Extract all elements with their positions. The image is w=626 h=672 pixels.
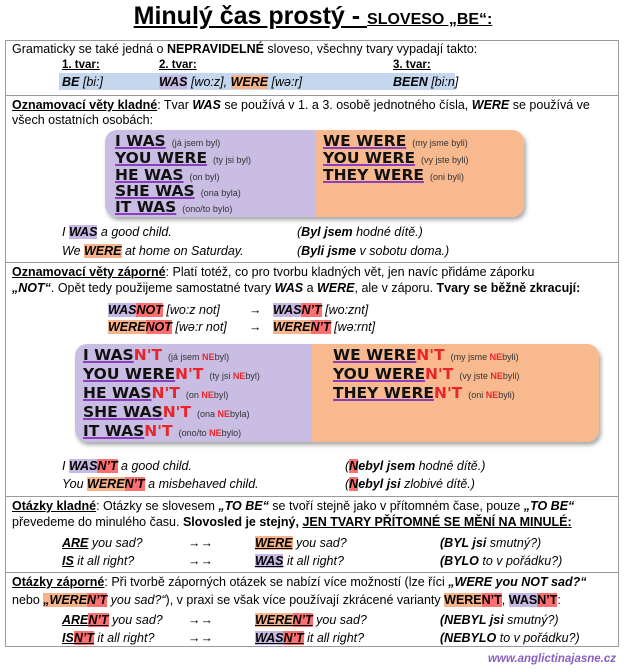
form-was-were: WAS [wo:z], WERE [wə:r] [159,75,303,89]
q-text: Otázky kladné: Otázky se slovesem „TO BE“ se tvoří stejně jako v přítomném čase, pouze „TO BE“ [12,499,575,513]
neg-text: Oznamovací věty záporné: Platí totéž, co pro tvorbu kladných vět, jen navíc přidáme záporku [12,265,535,279]
qn-row-2-past: WASN’T it all right? [255,631,365,645]
divider [5,572,619,573]
arrow-icon: →→ [188,613,213,627]
aff-she-was: SHE WAS (ona byla) [115,182,241,200]
aff-example-1-cz: (Byl jsem hodné dítě.) [297,225,423,239]
aff-example-2-cz: (Byli jsme v sobotu doma.) [297,244,450,258]
aff-you-were-pl: YOU WERE (vy jste byli) [323,149,469,167]
neg-example-1: I WASN’T a good child. [62,459,192,473]
qn-text-2: nebo „WEREN’T you sad?“), v praxi se však více používají zkrácené varianty WEREN’T, WASN’T: [12,593,561,607]
neg-it-wasnt: IT WASN'T (ono/to NEbylo) [83,422,242,440]
arrow-icon: → [249,320,262,334]
neg-i-wasnt: I WASN'T (já jsem NEbyl) [83,346,230,364]
neg-he-wasnt: HE WASN'T (on NEbyl) [83,384,229,402]
form-3-label: 3. tvar: [393,59,431,71]
q-row-1-cz: (BYL jsi smutný?) [440,536,542,550]
qn-text: Otázky záporné: Při tvorbě záporných otázek se nabízí více možností (lze říci „WERE you NOT sad?“ [12,575,587,589]
arrow-icon: →→ [188,536,213,550]
q-row-2-cz: (BYLO to v pořádku?) [440,554,563,568]
page-title: Minulý čas prostý - SLOVESO „BE“: [133,2,493,30]
negative-forms-box [75,344,599,442]
neg-short-wasnt: WASN’T [wo:znt] [273,303,369,317]
arrow-icon: →→ [188,631,213,645]
qn-row-2: ISN’T it all right? [62,631,155,645]
neg-text-2: „NOT“. Opět tedy použijeme samostatné tvary WAS a WERE, ale v záporu. Tvary se běžně zkracují: [12,281,581,295]
form-2-label: 2. tvar: [159,59,197,71]
neg-full-was: WASNOT [wo:z not] [108,303,220,317]
divider [5,95,619,96]
neg-example-2-cz: (Nebyl jsi zlobivé dítě.) [345,477,475,491]
qn-row-1-cz: (NEBYL jsi smutný?) [440,613,559,627]
neg-you-werent: YOU WEREN'T (ty jsi NEbyl) [83,365,260,383]
affirm-text: Oznamovací věty kladné: Tvar WAS se používá v 1. a 3. osobě jednotného čísla, WERE se používá ve [12,98,590,112]
qn-row-1-past: WEREN’T you sad? [255,613,367,627]
neg-full-were: WERENOT [wə:r not] [108,320,227,334]
aff-we-were: WE WERE (my jsme byli) [323,132,468,150]
aff-you-were: YOU WERE (ty jsi byl) [115,149,252,167]
q-row-1-past: WERE you sad? [255,536,347,550]
footer-url[interactable]: www.anglictinajasne.cz [487,653,616,665]
form-be: BE [bi:] [62,75,103,89]
neg-example-1-cz: (Nebyl jsem hodné dítě.) [345,459,486,473]
qn-row-2-cz: (NEBYLO to v pořádku?) [440,631,580,645]
arrow-icon: →→ [188,554,213,568]
divider [5,496,619,497]
aff-it-was: IT WAS (ono/to bylo) [115,198,233,216]
affirmative-forms-box [105,130,524,217]
divider [5,262,619,263]
aff-he-was: HE WAS (on byl) [115,166,220,184]
neg-short-werent: WEREN’T [wə:rnt] [273,320,376,334]
aff-example-1: I WAS a good child. [62,225,172,239]
q-row-2: IS it all right? [62,554,135,568]
neg-she-wasnt: SHE WASN'T (ona NEbyla) [83,403,250,421]
neg-you-werent-pl: YOU WEREN'T (vy jste NEbyli) [333,365,520,383]
aff-they-were: THEY WERE (oni byli) [323,166,464,184]
neg-example-2: You WEREN’T a misbehaved child. [62,477,259,491]
aff-i-was: I WAS (já jsem byl) [115,132,221,150]
q-row-1: ARE you sad? [62,536,143,550]
form-been: BEEN [bi:n] [393,75,459,89]
arrow-icon: → [249,303,262,317]
q-text-2: převedeme do minulého času. Slovosled je stejný, JEN TVARY PŘÍTOMNÉ SE MĚNÍ NA MINULÉ: [12,515,572,529]
affirm-text-2: všech ostatních osobách: [12,113,154,127]
q-row-2-past: WAS it all right? [255,554,344,568]
qn-row-1: AREN’T you sad? [62,613,163,627]
aff-example-2: We WERE at home on Saturday. [62,244,244,258]
neg-they-werent: THEY WEREN'T (oni NEbyli) [333,384,515,402]
form-1-label: 1. tvar: [62,59,100,71]
intro-text: Gramaticky se také jedná o NEPRAVIDELNÉ sloveso, všechny tvary vypadají takto: [12,42,478,56]
neg-we-werent: WE WEREN'T (my jsme NEbyli) [333,346,519,364]
